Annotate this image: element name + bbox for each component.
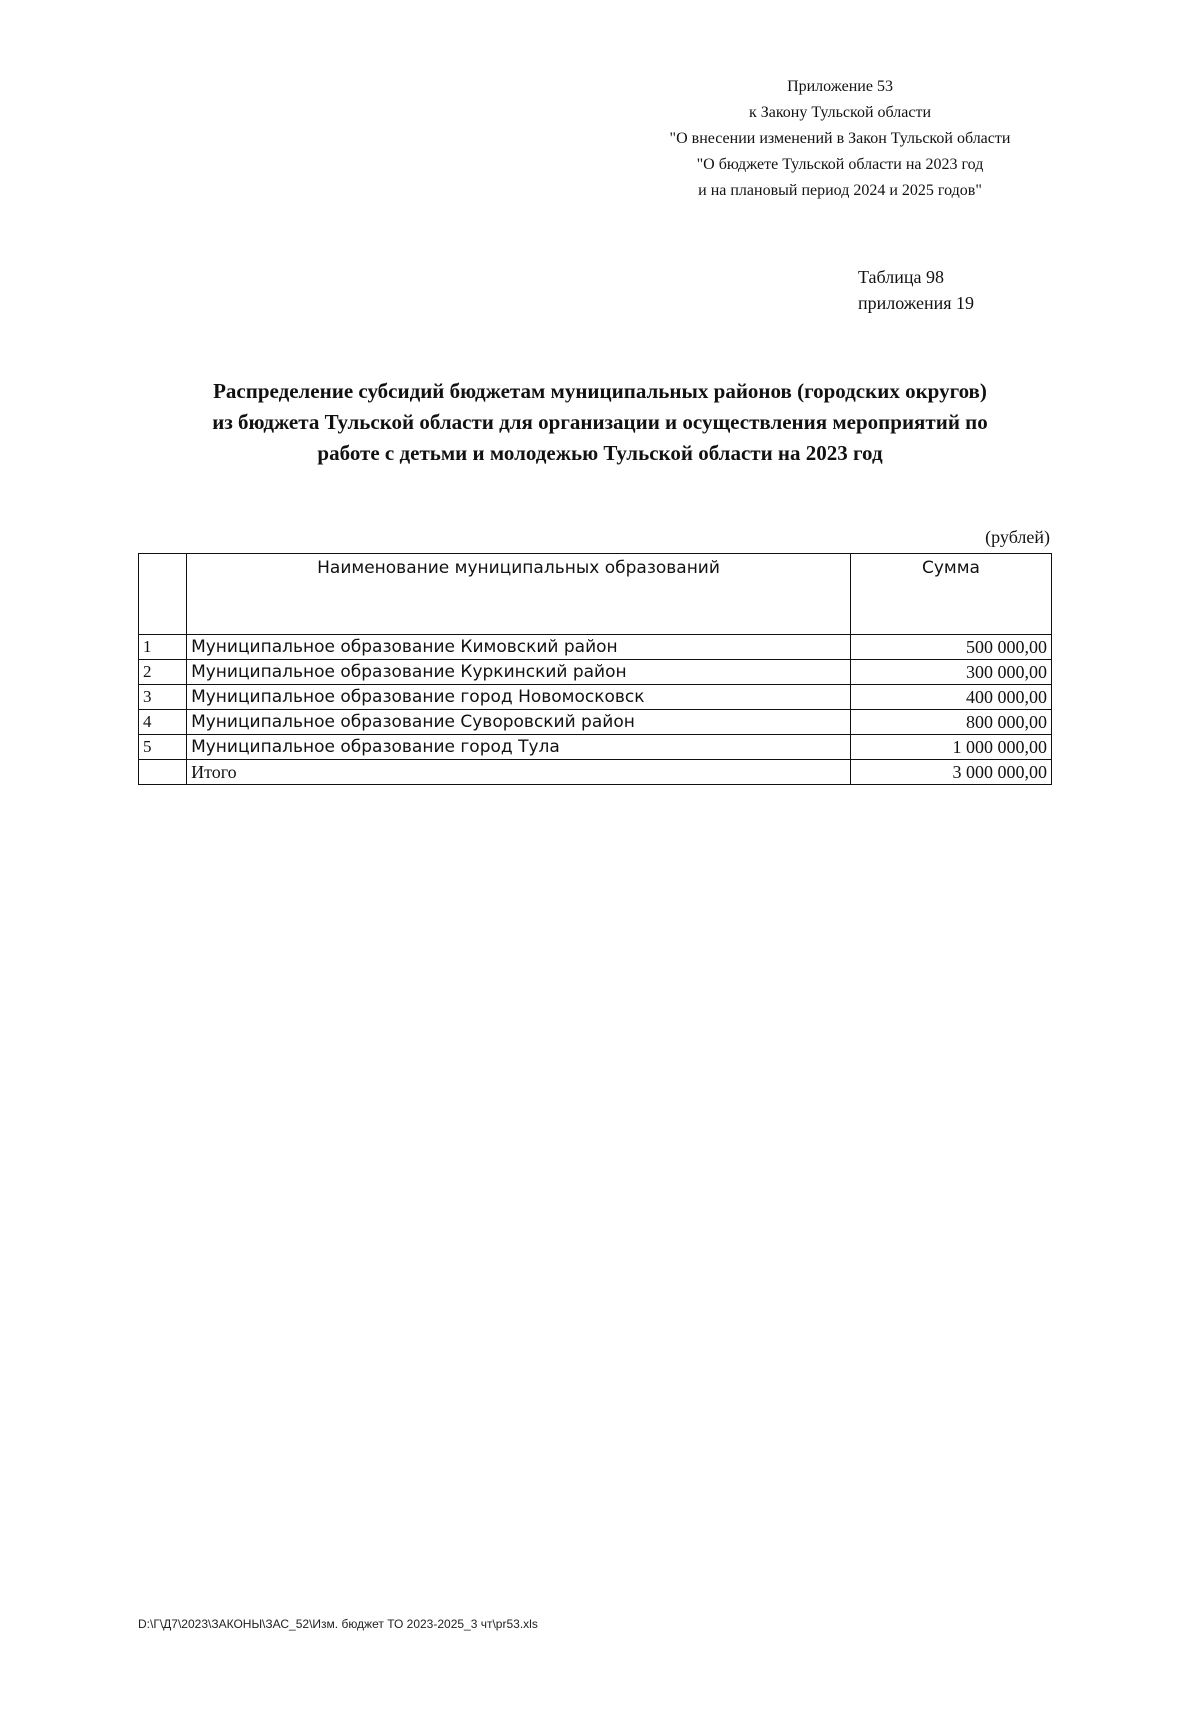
table-row [139, 735, 1052, 760]
header-name: Наименование муниципальных образований [187, 554, 851, 635]
units-label: (рублей) [985, 527, 1050, 547]
table-number: Таблица 98 [858, 267, 944, 287]
row-num: 4 [139, 710, 187, 735]
total-row [139, 760, 1052, 785]
row-num: 3 [139, 685, 187, 710]
file-path-footer: D:\Г\Д7\2023\ЗАКОНЫ\ЗАС_52\Изм. бюджет ТО 2023-2025_3 чт\pr53.xls [138, 1617, 538, 1631]
appendix-header [620, 74, 1060, 204]
row-sum: 1 000 000,00 [850, 735, 1051, 760]
title-line: Распределение субсидий бюджетам муниципальных районов (городских округов) [213, 379, 987, 403]
document-title [120, 376, 1080, 469]
table-row [139, 635, 1052, 660]
table-reference [858, 264, 974, 316]
title-line: работе с детьми и молодежью Тульской области на 2023 год [317, 441, 883, 465]
row-name: Муниципальное образование Куркинский район [187, 660, 851, 685]
table-row [139, 660, 1052, 685]
row-num: 1 [139, 635, 187, 660]
header-line: Приложение 53 [787, 78, 893, 95]
title-line: из бюджета Тульской области для организации и осуществления мероприятий по [212, 410, 988, 434]
appendix-number: приложения 19 [858, 293, 975, 313]
header-line: и на плановый период 2024 и 2025 годов" [698, 182, 982, 199]
table-header-row [139, 554, 1052, 635]
total-sum: 3 000 000,00 [850, 760, 1051, 785]
row-name: Муниципальное образование Кимовский район [187, 635, 851, 660]
row-name: Муниципальное образование город Тула [187, 735, 851, 760]
row-name: Муниципальное образование город Новомосковск [187, 685, 851, 710]
row-sum: 300 000,00 [850, 660, 1051, 685]
row-sum: 500 000,00 [850, 635, 1051, 660]
total-num [139, 760, 187, 785]
header-num [139, 554, 187, 635]
header-line: к Закону Тульской области [748, 104, 932, 121]
row-num: 5 [139, 735, 187, 760]
row-sum: 800 000,00 [850, 710, 1051, 735]
header-sum: Сумма [850, 554, 1051, 635]
row-name: Муниципальное образование Суворовский район [187, 710, 851, 735]
header-line: "О внесении изменений в Закон Тульской области [669, 130, 1011, 147]
total-label: Итого [187, 760, 851, 785]
row-num: 2 [139, 660, 187, 685]
row-sum: 400 000,00 [850, 685, 1051, 710]
table-row [139, 685, 1052, 710]
header-line: "О бюджете Тульской области на 2023 год [696, 156, 984, 173]
table-row [139, 710, 1052, 735]
subsidy-table [138, 553, 1052, 785]
